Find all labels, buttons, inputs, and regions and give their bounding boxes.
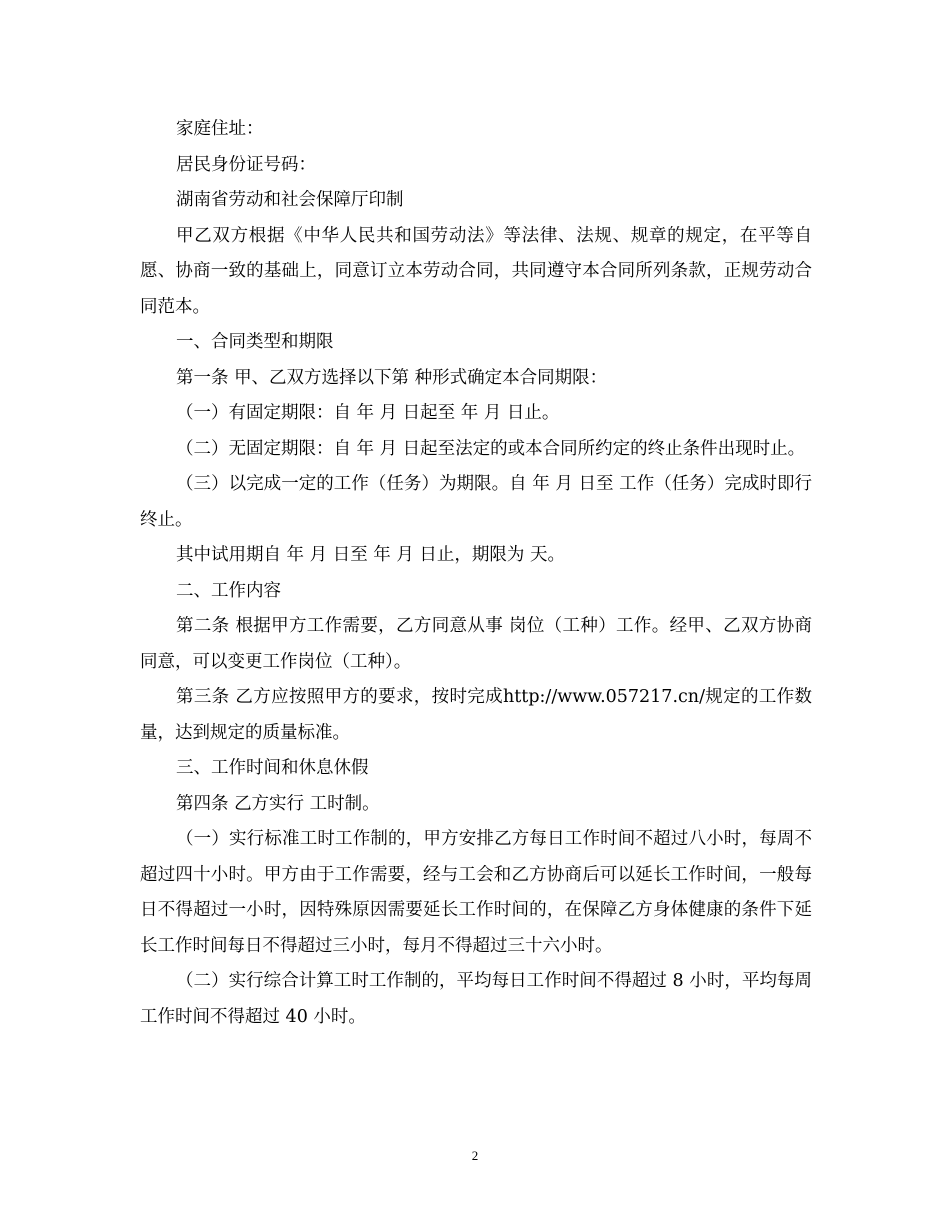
article-1-item-2: （二）无固定期限：自 年 月 日起至法定的或本合同所约定的终止条件出现时止。 [176, 438, 806, 459]
article-2: 第二条 根据甲方工作需要，乙方同意从事 岗位（工种）工作。经甲、乙双方协商同意，可以变更工作岗位（工种）。 [140, 616, 812, 672]
document-body [140, 112, 812, 1035]
section-heading-working-hours: 三、工作时间和休息休假 [176, 758, 369, 778]
article-1: 第一条 甲、乙双方选择以下第 种形式确定本合同期限： [176, 367, 608, 388]
id-number-line: 居民身份证号码： [176, 154, 316, 175]
probation-period-line: 其中试用期自 年 月 日至 年 月 日止，期限为 天。 [176, 545, 565, 565]
article-3: 第三条 乙方应按照甲方的要求，按时完成http://www.057217.cn/规定的工作数量，达到规定的质量标准。 [140, 687, 812, 743]
issuer-line: 湖南省劳动和社会保障厅印制 [176, 190, 404, 210]
home-address-line: 家庭住址： [176, 119, 264, 139]
section-heading-contract-type: 一、合同类型和期限 [176, 332, 334, 352]
preamble-paragraph: 甲乙双方根据《中华人民共和国劳动法》等法律、法规、规章的规定，在平等自愿、协商一致的基础上，同意订立本劳动合同，共同遵守本合同所列条款，正规劳动合同范本。 [140, 225, 812, 317]
section-heading-work-content: 二、工作内容 [176, 580, 281, 601]
article-1-item-1: （一）有固定期限：自 年 月 日起至 年 月 日止。 [176, 403, 560, 423]
article-4-item-1: （一）实行标准工时工作制的，甲方安排乙方每日工作时间不超过八小时，每周不超过四十小时。甲方由于工作需要，经与工会和乙方协商后可以延长工作时间，一般每日不得超过一小时，因特殊原因需要延长工作时间的，在保障乙方身体健康的条件下延长工作时间每日不得超过三小时，每月不得超过三十六小时。 [140, 829, 812, 956]
page-number: 2 [471, 1148, 479, 1163]
article-1-item-3: （三）以完成一定的工作（任务）为期限。自 年 月 日至 工作（任务）完成时即行终止。 [140, 474, 812, 530]
article-4-item-2: （二）实行综合计算工时工作制的，平均每日工作时间不得超过 8 小时，平均每周工作时间不得超过 40 小时。 [140, 971, 812, 1027]
article-4: 第四条 乙方实行 工时制。 [176, 793, 380, 814]
